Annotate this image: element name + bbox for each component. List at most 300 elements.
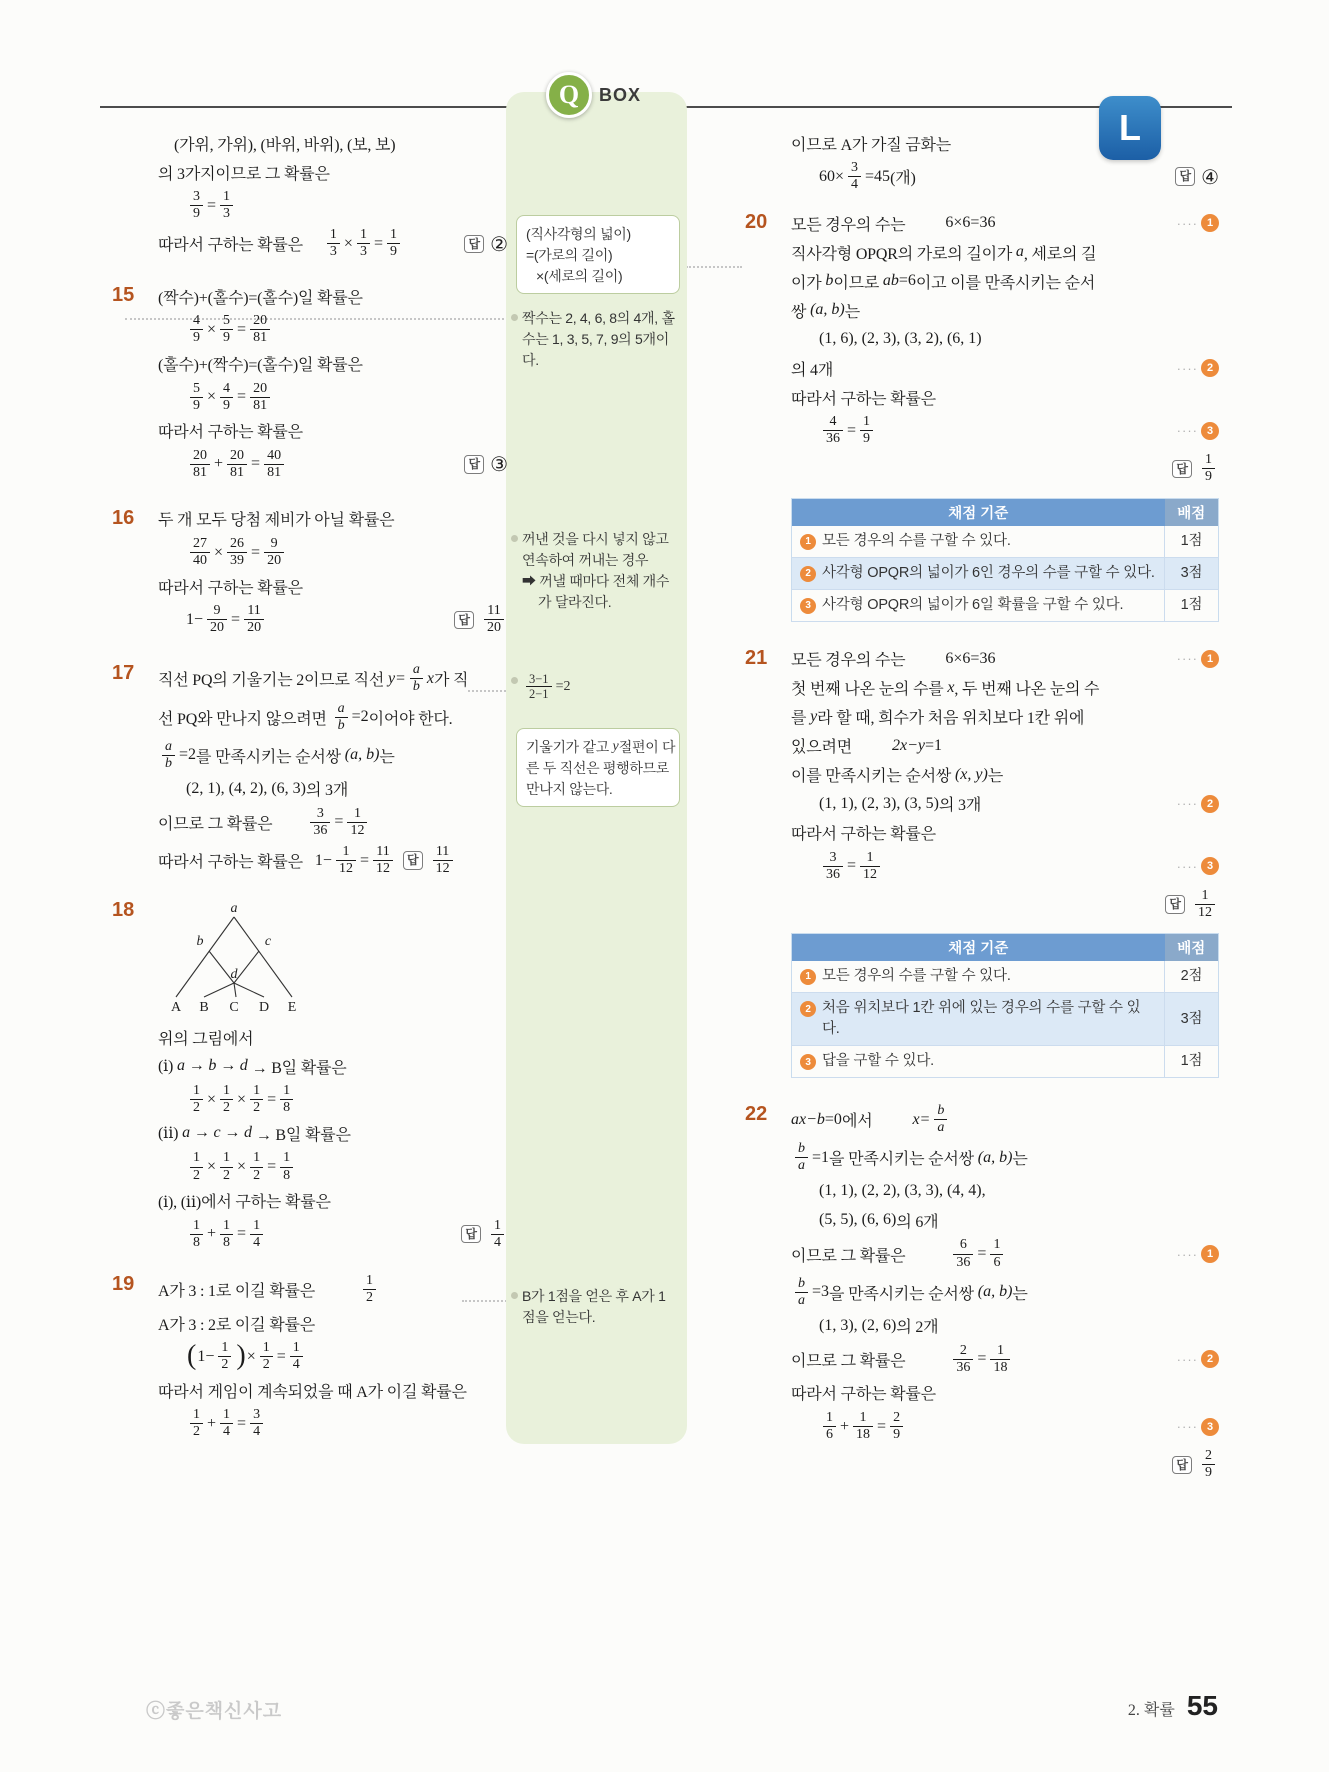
text: 첫 번째 나온 눈의 수를 xyxy=(791,681,948,699)
criteria-text: 사각형 OPQR의 넓이가 6일 확률을 구할 수 있다. xyxy=(822,596,1124,613)
text: , 세로의 길 xyxy=(1023,245,1097,263)
fraction xyxy=(491,1218,504,1251)
math-text: = xyxy=(977,1245,987,1263)
fraction-denominator: 4 xyxy=(250,1234,263,1251)
math-text: = xyxy=(334,813,344,831)
math-text: × xyxy=(207,320,217,338)
text: 점을 얻는다. xyxy=(522,1308,596,1325)
fraction-numerator: 2 xyxy=(893,1409,901,1425)
leader-dots: ···· xyxy=(1176,1351,1198,1367)
fraction-denominator: 3 xyxy=(220,205,233,222)
fraction xyxy=(190,313,203,346)
fraction xyxy=(990,1343,1010,1376)
fraction xyxy=(250,1218,263,1251)
math-text: 6×6=36 xyxy=(945,214,996,232)
math-variable: x xyxy=(947,678,955,696)
content-line xyxy=(791,1274,1219,1311)
text: , 두 번째 나온 눈의 수 xyxy=(954,681,1100,699)
content-line xyxy=(791,1312,1219,1340)
qbox-panel xyxy=(506,80,687,1444)
math-text: =0 xyxy=(824,1110,842,1128)
fraction-numerator: 1 xyxy=(859,1409,867,1425)
content-line xyxy=(158,158,508,186)
fraction-numerator: 2 xyxy=(1205,1448,1212,1464)
fraction-numerator: 1 xyxy=(193,1083,200,1099)
content-line xyxy=(158,1376,508,1404)
content-line xyxy=(791,267,1219,295)
score-cell: 1점 xyxy=(1165,589,1219,621)
math-text: = xyxy=(276,1347,286,1365)
criteria-text: 처음 위치보다 1칸 위에 있는 경우의 수를 구할 수 있다. xyxy=(822,1000,1141,1038)
fraction-denominator: 20 xyxy=(264,552,284,569)
content-line xyxy=(791,238,1219,266)
fraction-denominator: 4 xyxy=(848,176,861,193)
fraction-denominator: 9 xyxy=(220,397,233,414)
score-cell: 2점 xyxy=(1165,961,1219,993)
step-number: 3 xyxy=(1201,857,1219,875)
text: 는 xyxy=(379,748,395,766)
fraction-denominator: 40 xyxy=(190,552,210,569)
fraction xyxy=(1202,452,1215,485)
fraction-denominator: 9 xyxy=(190,205,203,222)
text: (짝수)+(홀수)=(홀수)일 확률은 xyxy=(158,289,363,307)
tree-node-d: d xyxy=(230,967,238,983)
fraction-numerator: 1 xyxy=(223,1083,231,1099)
grading-table-row xyxy=(792,1046,1219,1078)
content-line xyxy=(158,1023,508,1051)
fraction-numerator: 1 xyxy=(359,227,367,243)
math-variable: b xyxy=(825,272,834,290)
math-text: (1, 1), (2, 2), (3, 3), (4, 4), xyxy=(819,1182,986,1200)
step-marker xyxy=(1177,359,1219,377)
text: 직선 PQ의 기울기는 2이므로 직선 xyxy=(158,672,388,690)
fraction xyxy=(336,844,356,877)
step-number: 1 xyxy=(1201,1245,1219,1263)
content-line xyxy=(791,1177,1219,1205)
content-line xyxy=(791,1139,1219,1176)
fraction xyxy=(250,381,270,414)
leader-dots: ···· xyxy=(1176,651,1198,667)
grading-table-row xyxy=(792,589,1219,621)
fraction-numerator: 1 xyxy=(253,1083,261,1099)
math-variable: (a, b) xyxy=(344,746,380,764)
math-text: × xyxy=(246,1347,256,1365)
fraction-numerator: 1 xyxy=(283,1150,291,1166)
tree-node-b: b xyxy=(196,934,204,950)
publisher-logo: ⓒ좋은책신사고 xyxy=(146,1701,283,1722)
fraction-numerator: 4 xyxy=(829,414,837,430)
content-line xyxy=(522,349,674,370)
fraction xyxy=(220,381,233,414)
text: 따라서 구하는 확률은 xyxy=(158,237,303,255)
step-number: 3 xyxy=(1201,1418,1219,1436)
math-variable: d xyxy=(244,1124,253,1142)
grading-table xyxy=(791,933,1219,1078)
math-text: × xyxy=(207,1090,217,1108)
fraction xyxy=(310,806,330,839)
qbox-note xyxy=(516,215,680,294)
fraction-denominator: 9 xyxy=(190,397,203,414)
fraction-denominator: 3 xyxy=(357,243,370,260)
fraction xyxy=(220,189,233,222)
page-number: 55 xyxy=(1186,1690,1218,1721)
content-line xyxy=(791,819,1219,847)
fraction xyxy=(264,536,284,569)
content-line xyxy=(158,1081,508,1118)
fraction xyxy=(190,536,210,569)
content-line xyxy=(522,670,674,704)
criteria-text: 모든 경우의 수를 구할 수 있다. xyxy=(822,532,1011,549)
text: 꺼낸 것을 다시 넣지 않고 xyxy=(522,530,669,547)
content-line xyxy=(158,311,508,348)
criteria-cell xyxy=(792,961,1165,993)
criteria-cell xyxy=(792,589,1165,621)
fraction-denominator: 8 xyxy=(280,1167,293,1184)
fraction-denominator: 36 xyxy=(310,822,330,839)
content-line xyxy=(791,1235,1219,1272)
content-line xyxy=(791,354,1219,382)
criteria-flex xyxy=(800,998,1156,1040)
answer-badge: 답 xyxy=(1172,460,1192,478)
fraction-numerator: 20 xyxy=(193,447,207,463)
page-footer xyxy=(1128,1690,1218,1722)
fraction-denominator: 6 xyxy=(823,1426,836,1443)
text: 직사각형 OPQR의 가로의 길이가 xyxy=(791,245,1016,263)
solution-block xyxy=(745,644,1219,1082)
fraction-denominator: a xyxy=(934,1119,947,1136)
math-text: = xyxy=(359,851,369,869)
row-marker: 1 xyxy=(800,534,816,550)
content-line xyxy=(526,265,670,286)
fraction-numerator: 1 xyxy=(329,227,337,243)
fraction xyxy=(190,448,210,481)
leader-dots: ···· xyxy=(1176,215,1198,231)
text: 절편이 다 xyxy=(618,738,676,755)
content-line xyxy=(522,549,674,570)
content-line xyxy=(791,1408,1219,1445)
answer-badge: 답 xyxy=(1175,167,1195,185)
content-line xyxy=(791,674,1219,702)
score-cell: 3점 xyxy=(1165,557,1219,589)
fraction-denominator: 2 xyxy=(363,1289,376,1306)
fraction xyxy=(220,1407,233,1440)
content-line xyxy=(158,1119,508,1147)
fraction xyxy=(848,160,861,193)
content-line xyxy=(158,572,508,600)
content-line xyxy=(791,732,1219,760)
fraction xyxy=(250,313,270,346)
fraction xyxy=(795,1141,808,1174)
solution-body xyxy=(791,208,1219,625)
fraction-denominator: 2 xyxy=(250,1099,263,1116)
fraction-denominator: 9 xyxy=(860,430,873,447)
fraction-numerator: b xyxy=(798,1275,805,1291)
content-line xyxy=(158,1338,508,1375)
math-text: = xyxy=(877,1417,887,1435)
math-text: 1− xyxy=(186,610,204,628)
text: → B일 확률은 xyxy=(247,1059,347,1077)
qbox-note xyxy=(516,728,680,807)
step-marker xyxy=(1177,857,1219,875)
leader-dots: ···· xyxy=(1176,423,1198,439)
content-line xyxy=(791,296,1219,324)
solution-block xyxy=(745,208,1219,625)
step-marker xyxy=(1177,650,1219,668)
math-variable: y= xyxy=(387,669,406,687)
fraction-denominator: 9 xyxy=(890,1426,903,1443)
fraction-denominator: 81 xyxy=(264,464,284,481)
fraction-denominator: 12 xyxy=(347,822,367,839)
fraction xyxy=(250,1407,263,1440)
row-marker: 2 xyxy=(800,1001,816,1017)
content-line xyxy=(158,804,508,841)
fraction xyxy=(220,1083,233,1116)
fraction-numerator: 9 xyxy=(213,603,221,619)
math-text: = xyxy=(251,543,261,561)
qbox-note xyxy=(522,307,674,370)
content-line xyxy=(791,848,1219,885)
fraction-numerator: 1 xyxy=(223,1150,231,1166)
math-variable: (x, y) xyxy=(954,765,988,783)
tree-leaf-D: D xyxy=(258,1000,270,1016)
answer-badge: 답 xyxy=(461,1225,481,1243)
fraction xyxy=(934,1103,947,1136)
leader-dots: ···· xyxy=(1176,360,1198,376)
fraction xyxy=(363,1273,376,1306)
qbox-note xyxy=(522,528,674,612)
tree-edges xyxy=(176,917,292,997)
qbox-note xyxy=(522,1285,674,1327)
text: 수는 1, 3, 5, 7, 9의 5개이 xyxy=(522,330,669,347)
fraction xyxy=(795,1276,808,1309)
problem-number: 17 xyxy=(112,662,135,685)
text: 짝수는 2, 4, 6, 8의 4개, 홀 xyxy=(522,309,675,326)
fraction xyxy=(190,381,203,414)
content-line xyxy=(791,383,1219,411)
fraction xyxy=(220,313,233,346)
step-number: 1 xyxy=(1201,650,1219,668)
fraction-numerator: 20 xyxy=(253,380,268,396)
fraction-denominator: 20 xyxy=(244,619,264,636)
solution-body xyxy=(158,896,508,1254)
fraction-numerator: 1 xyxy=(253,1150,261,1166)
fraction-numerator: 1 xyxy=(223,1217,231,1233)
math-text: 6×6=36 xyxy=(945,649,996,667)
step-marker xyxy=(1177,1350,1219,1368)
step-marker xyxy=(1177,214,1219,232)
criteria-cell xyxy=(792,1046,1165,1078)
text: 는 xyxy=(1012,1285,1028,1303)
fraction-numerator: 4 xyxy=(193,313,200,329)
content-line xyxy=(158,1052,508,1080)
content-line xyxy=(791,886,1219,923)
fraction xyxy=(260,1340,273,1373)
content-line xyxy=(158,350,508,378)
math-text: = xyxy=(847,857,857,875)
text: A가 3 : 2로 이길 확률은 xyxy=(158,1316,315,1334)
tree-diagram xyxy=(146,901,316,1015)
fraction xyxy=(347,806,367,839)
fraction-denominator: 2 xyxy=(190,1167,203,1184)
text: 는 xyxy=(844,303,860,321)
fraction-numerator: 1 xyxy=(292,1340,300,1355)
math-text: = xyxy=(847,421,857,439)
math-text: =1 xyxy=(812,1148,830,1166)
answer-badge: 답 xyxy=(1165,895,1185,913)
fraction-denominator: 2 xyxy=(250,1167,263,1184)
fraction xyxy=(190,1083,203,1116)
fraction-denominator: 2 xyxy=(190,1423,203,1440)
content-line xyxy=(526,778,670,799)
math-text: (2, 1), (4, 2), (6, 3) xyxy=(186,779,306,797)
content-line xyxy=(158,601,508,638)
fraction-denominator: 2 xyxy=(220,1099,233,1116)
text: 이므로 그 확률은 xyxy=(791,1247,906,1265)
math-text: 1− xyxy=(197,1347,215,1365)
grading-table-header-row xyxy=(792,498,1219,526)
grading-table-row xyxy=(792,993,1219,1046)
fraction xyxy=(953,1237,973,1270)
fraction-numerator: 1 xyxy=(283,1083,291,1099)
fraction-denominator: 36 xyxy=(953,1254,973,1271)
fraction xyxy=(853,1410,873,1443)
text: (직사각형의 넓이) xyxy=(526,225,631,242)
answer-choice: ③ xyxy=(490,452,508,477)
math-text: =3 xyxy=(812,1283,830,1301)
math-text: = xyxy=(237,1225,247,1243)
text: 의 6개 xyxy=(896,1213,939,1231)
text: 모든 경우의 수는 xyxy=(791,652,906,670)
content-line xyxy=(522,591,674,612)
fraction-denominator: 36 xyxy=(823,430,843,447)
fraction-numerator: 1 xyxy=(996,1342,1004,1358)
text: 의 3개 xyxy=(305,782,349,800)
fraction-numerator: 11 xyxy=(435,844,450,860)
text: 두 개 모두 당첨 제비가 아닐 확률은 xyxy=(158,512,395,530)
math-text: (1, 3), (2, 6) xyxy=(819,1316,897,1334)
fraction-denominator: 3 xyxy=(327,243,340,260)
text: ×(세로의 길이) xyxy=(536,267,623,284)
left-column xyxy=(112,128,508,1443)
text: → xyxy=(216,1057,240,1075)
fraction-numerator: 1 xyxy=(993,1237,1001,1253)
solution-block xyxy=(112,281,508,484)
answer-badge: 답 xyxy=(464,455,484,473)
text: ➡ 꺼낼 때마다 전체 개수 xyxy=(522,572,670,589)
math-text: =2 xyxy=(555,678,571,694)
fraction-numerator: 1 xyxy=(1201,887,1209,903)
math-variable: ab xyxy=(882,272,899,290)
fraction-numerator: 40 xyxy=(267,447,282,463)
solution-block xyxy=(745,1100,1219,1484)
content-line xyxy=(158,1187,508,1215)
big-paren: ) xyxy=(236,1340,246,1372)
math-text: = xyxy=(237,1414,247,1432)
answer-badge: 답 xyxy=(464,235,484,253)
fraction xyxy=(890,1410,903,1443)
content-line xyxy=(791,158,1219,195)
fraction xyxy=(220,1218,233,1251)
text: 이고 이를 만족시키는 순서 xyxy=(915,274,1096,292)
criteria-text: 사각형 OPQR의 넓이가 6인 경우의 수를 구할 수 있다. xyxy=(822,564,1155,581)
content-line xyxy=(791,1341,1219,1378)
math-variable: (a, b) xyxy=(977,1148,1013,1166)
grading-table-row xyxy=(792,557,1219,589)
content-line xyxy=(158,1309,508,1337)
fraction xyxy=(218,1340,231,1373)
solution-body xyxy=(158,128,508,263)
content-line xyxy=(522,328,674,349)
content-line xyxy=(526,736,676,757)
tree-leaf-B: B xyxy=(199,1000,209,1016)
fraction-denominator: 2 xyxy=(218,1356,231,1373)
math-variable: ax−b xyxy=(791,1110,825,1128)
fraction-denominator: 18 xyxy=(990,1359,1010,1376)
step-number: 2 xyxy=(1201,359,1219,377)
solution-block xyxy=(112,659,508,880)
grading-score-header: 배점 xyxy=(1165,498,1219,526)
content-line xyxy=(158,699,508,736)
math-text: × xyxy=(237,1090,247,1108)
text: 가 직 xyxy=(433,672,469,690)
fraction-numerator: 1 xyxy=(866,849,874,865)
fraction-denominator: 6 xyxy=(990,1254,1003,1271)
math-variable: 2x−y xyxy=(892,736,926,754)
math-text: (1, 1), (2, 3), (3, 5) xyxy=(819,794,939,812)
fraction-denominator: 18 xyxy=(853,1426,873,1443)
text: 이므로 그 확률은 xyxy=(158,815,273,833)
text: 라 할 때, 희수가 처음 위치보다 1칸 위에 xyxy=(817,710,1085,728)
math-variable: a xyxy=(182,1124,191,1142)
math-variable: y xyxy=(612,738,619,754)
math-text: 60× xyxy=(819,167,845,185)
problem-number: 20 xyxy=(745,211,768,234)
text: 다. xyxy=(522,351,539,368)
fraction-numerator: 26 xyxy=(230,535,245,551)
fraction-numerator: 1 xyxy=(223,1407,231,1423)
fraction-denominator: b xyxy=(162,755,175,772)
fraction xyxy=(190,1407,203,1440)
fraction-denominator: a xyxy=(795,1157,808,1174)
fraction xyxy=(264,448,284,481)
math-text: = xyxy=(267,1158,277,1176)
fraction-numerator: 20 xyxy=(230,447,245,463)
text: → B일 확률은 xyxy=(252,1126,351,1144)
fraction-numerator: 3 xyxy=(253,1407,261,1423)
fraction-numerator: 3 xyxy=(316,805,324,821)
answer-choice: ② xyxy=(490,231,508,256)
fraction-numerator: 11 xyxy=(247,603,261,619)
fraction-numerator: 1 xyxy=(193,1150,200,1166)
fraction-numerator: 1 xyxy=(389,227,397,243)
content-line xyxy=(791,703,1219,731)
math-text: =2 xyxy=(351,708,369,726)
row-marker: 3 xyxy=(800,1054,816,1070)
math-variable: d xyxy=(239,1057,248,1075)
fraction-numerator: 3 xyxy=(829,849,837,865)
criteria-flex xyxy=(800,966,1156,987)
content-line xyxy=(791,1446,1219,1483)
fraction-denominator: 9 xyxy=(190,329,203,346)
fraction-denominator: 12 xyxy=(336,860,356,877)
solution-block xyxy=(112,896,508,1254)
qbox-icon-letter: Q xyxy=(558,80,580,109)
connector-line xyxy=(686,266,742,268)
solution-body xyxy=(791,644,1219,1082)
math-text: =6 xyxy=(898,272,916,290)
fraction-denominator: 4 xyxy=(491,1234,504,1251)
fraction xyxy=(1195,888,1215,921)
